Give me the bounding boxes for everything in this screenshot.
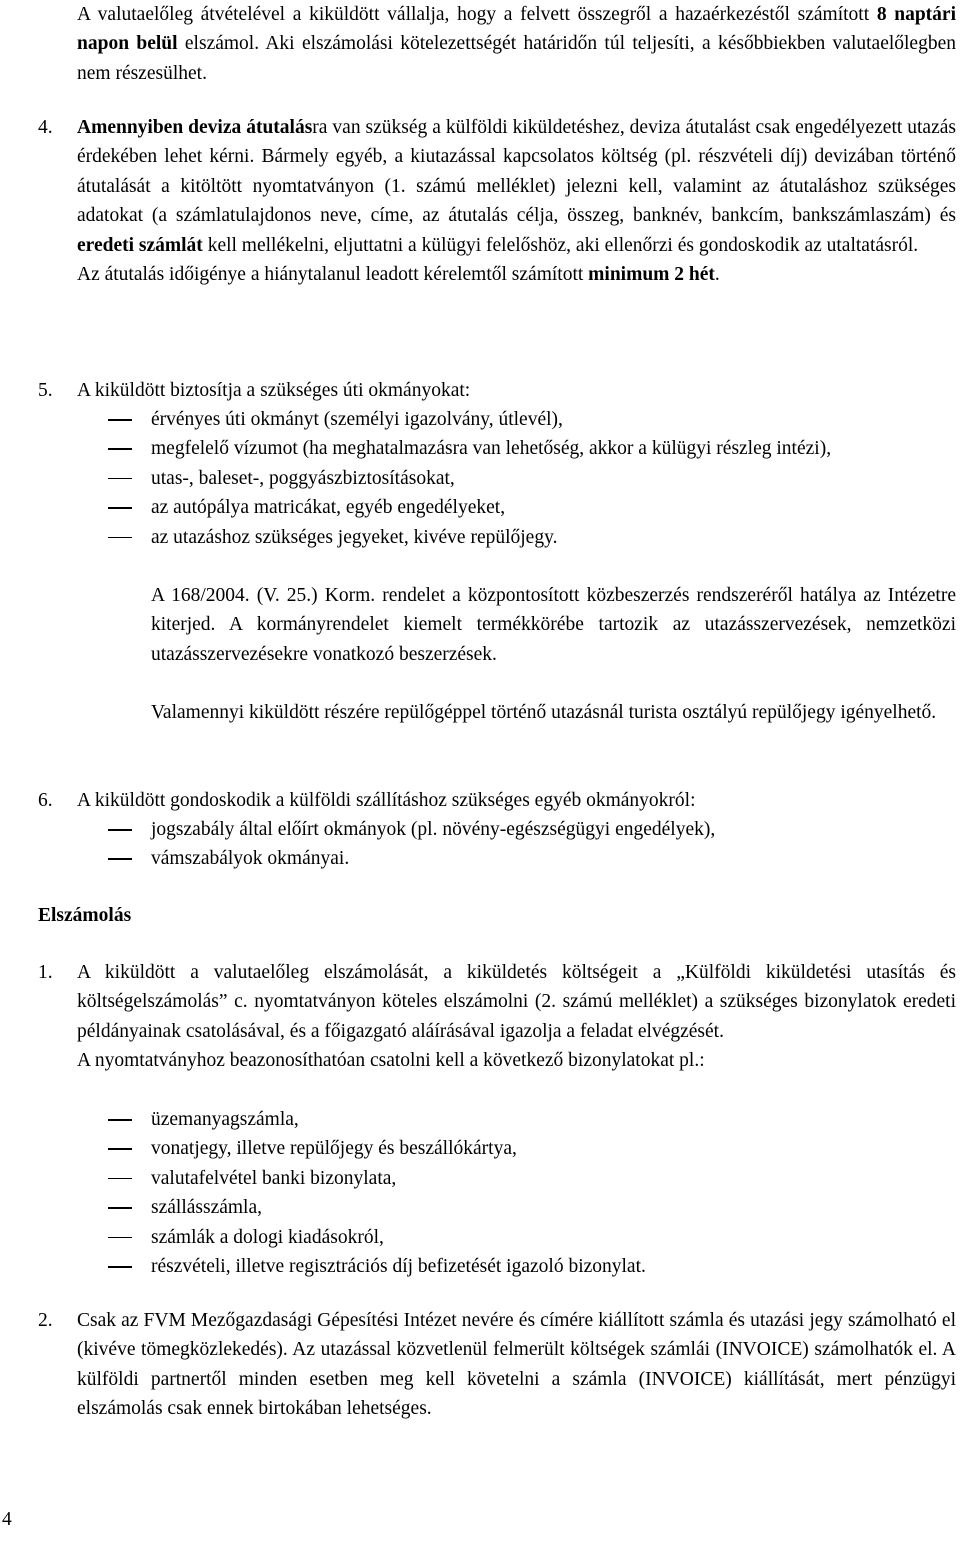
list-item: az autópálya matricákat, egyéb engedélyeket, — [77, 493, 956, 522]
item-4-text-b: ra van szükség a külföldi kiküldetéshez, deviza átutalást csak engedélyezett utazás érdekében lehet kérni. Bármely egyéb, a kiutazással kapcsolatos költség (pl. részvételi díj) devizában történő átutalását a kitöltött nyomtatványon (1. számú melléklet) jelezni kell, valamint az átutaláshoz szükséges adatokat (a számlatulajdonos neve, címe, az átutalás célja, összeg, banknév, bankcím, bankszámlaszám) és — [77, 117, 956, 227]
settlement-1-number: 1. — [38, 962, 53, 983]
item-4-text-g: . — [714, 264, 720, 286]
list-item: részvételi, illetve regisztrációs díj befizetését igazoló bizonylat. — [77, 1252, 956, 1281]
settlement-1-list — [77, 1105, 956, 1281]
list-item: számlák a dologi kiadásokról, — [77, 1223, 956, 1252]
item-6-number: 6. — [38, 790, 53, 811]
settlement-1 — [77, 958, 956, 1076]
item-4-duration — [77, 260, 956, 289]
item-5-note-2: Valamennyi kiküldött részére repülőgéppel történő utazásnál turista osztályú repülőjegy igényelhető. — [151, 702, 937, 723]
intro-text-c: elszámol. Aki elszámolási kötelezettségét határidőn túl teljesíti, a későbbiekben valutaelőlegben nem részesülhet. — [77, 33, 956, 84]
item-5-note-1: A 168/2004. (V. 25.) Korm. rendelet a központosított közbeszerzés rendszeréről hatálya az Intézetre kiterjed. A kormányrendelet kiemelt termékkörébe tartozik az utazásszervezések, nemzetközi utazásszervezésekre vonatkozó beszerzések. — [151, 585, 956, 665]
item-5-list — [77, 405, 956, 552]
intro-text-a: A valutaelőleg átvételével a kiküldött vállalja, hogy a felvett összegről a hazaérkezéstől számított — [77, 4, 877, 25]
item-6-lead: A kiküldött gondoskodik a külföldi szállításhoz szükséges egyéb okmányokról: — [77, 790, 696, 811]
settlement-1-text: A kiküldött a valutaelőleg elszámolását, a kiküldetés költségeit a „Külföldi kiküldetési utasítás és költségelszámolás” c. nyomtatványon köteles elszámolni (2. számú melléklet) a szükséges bizonylatok eredeti példányainak csatolásával, és a főigazgató aláírásával igazolja a feladat elvégzését. — [77, 962, 956, 1042]
list-item: valutafelvétel banki bizonylata, — [77, 1164, 956, 1193]
settlement-2-number: 2. — [38, 1310, 53, 1331]
item-5-lead: A kiküldött biztosítja a szükséges úti okmányokat: — [77, 380, 471, 401]
item-6 — [77, 786, 956, 815]
item-4-text-d: kell mellékelni, eljuttatni a külügyi felelőshöz, aki ellenőrzi és gondoskodik az utaltatásról. — [202, 234, 919, 256]
item-4-text-e: Az átutalás időigénye a hiánytalanul leadott kérelemtől számított — [77, 264, 589, 286]
item-6-list — [77, 815, 956, 874]
list-item: vámszabályok okmányai. — [77, 844, 956, 873]
page-number: 4 — [2, 1509, 12, 1530]
list-item: megfelelő vízumot (ha meghatalmazásra van lehetőség, akkor a külügyi részleg intézi), — [77, 434, 956, 463]
section-heading: Elszámolás — [38, 905, 132, 926]
list-item: szállásszámla, — [77, 1193, 956, 1222]
item-5-number: 5. — [38, 380, 53, 401]
list-item: érvényes úti okmányt (személyi igazolvány, útlevél), — [77, 405, 956, 434]
item-4-paragraph — [77, 113, 956, 260]
settlement-2 — [77, 1306, 956, 1424]
list-item: üzemanyagszámla, — [77, 1105, 956, 1134]
intro-paragraph — [77, 0, 956, 88]
item-4-bold-a: Amennyiben deviza átutalás — [77, 117, 313, 138]
item-4 — [77, 113, 956, 289]
list-item: jogszabály által előírt okmányok (pl. növény-egészségügyi engedélyek), — [77, 815, 956, 844]
settlement-2-text: Csak az FVM Mezőgazdasági Gépesítési Intézet nevére és címére kiállított számla és utazási jegy számolható el (kivéve tömegközlekedés). Az utazással közvetlenül felmerült költségek számlái (INVOICE) számolhatók el. A külföldi partnertől minden esetben meg kell követelni a számla (INVOICE) kiállítását, mert pénzügyi elszámolás csak ennek birtokában lehetséges. — [77, 1310, 956, 1420]
list-item: vonatjegy, illetve repülőjegy és beszállókártya, — [77, 1134, 956, 1163]
item-4-minimum: minimum 2 hét — [588, 264, 715, 286]
item-4-number: 4. — [38, 117, 53, 138]
list-item: utas-, baleset-, poggyászbiztosításokat, — [77, 464, 956, 493]
intro-deadline: 8 naptári napon belül — [77, 4, 956, 55]
item-5 — [77, 376, 956, 405]
settlement-1-lead: A nyomtatványhoz beazonosíthatóan csatolni kell a következő bizonylatokat pl.: — [77, 1050, 705, 1072]
list-item: az utazáshoz szükséges jegyeket, kivéve repülőjegy. — [77, 523, 956, 552]
item-4-bold-c: eredeti számlát — [77, 234, 203, 256]
